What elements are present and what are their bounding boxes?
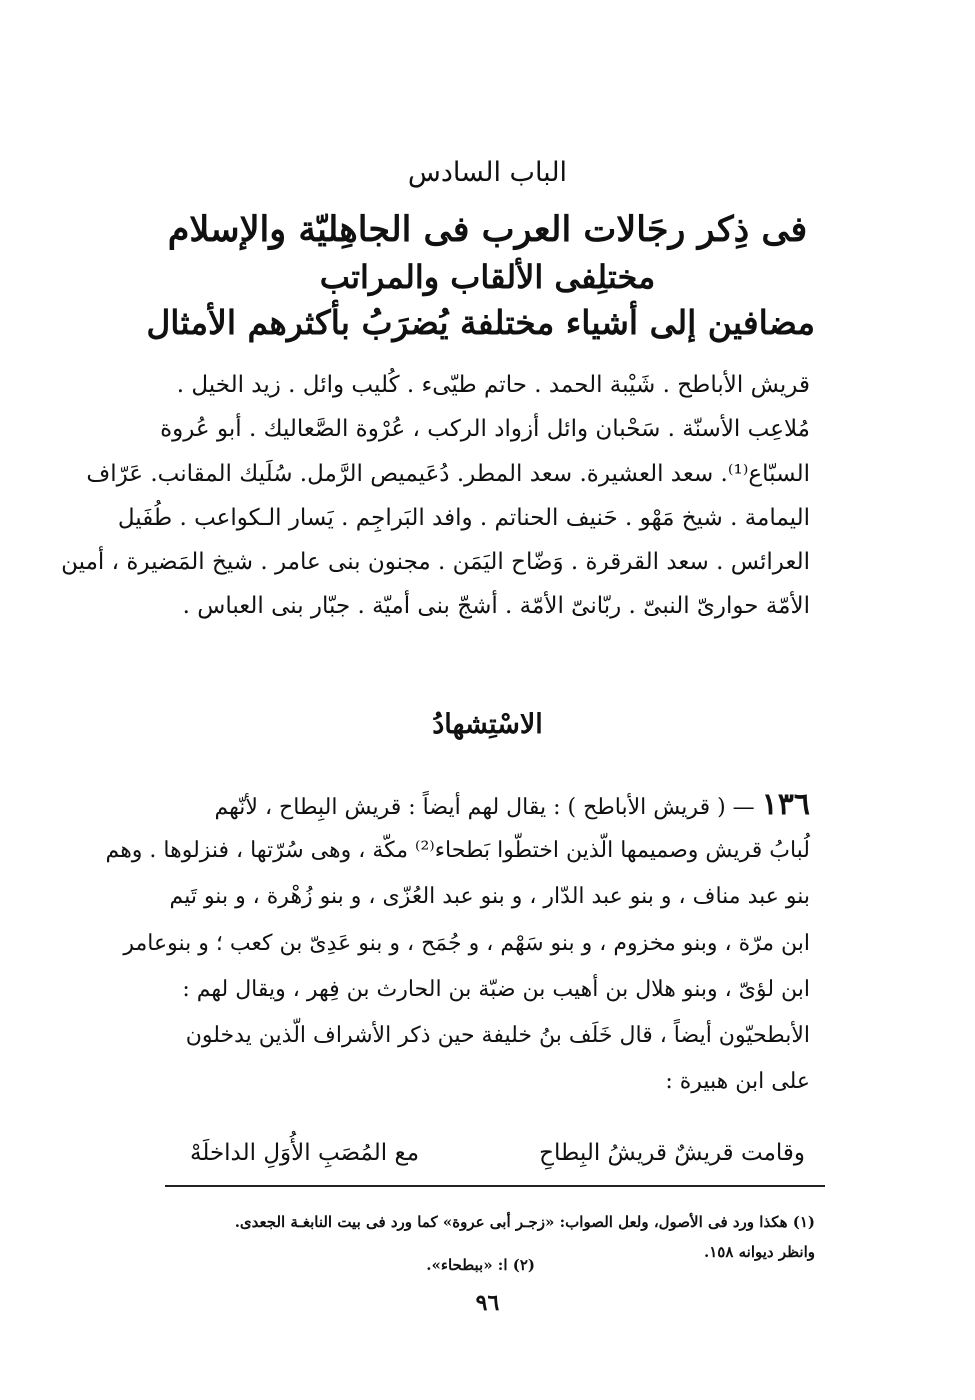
intro-line: قريش الأباطح . شَيْبة الحمد . حاتم طيّىء . كُليب وائل . زيد الخيل . (176, 372, 810, 398)
page-number: ٩٦ (475, 1290, 500, 1316)
intro-line: السبّاع⁽¹⁾. سعد العشيرة. سعد المطر. دُعَيميص الرَّمل. سُلَيك المقانب. عَرّاف (86, 460, 810, 487)
footnote-divider (165, 1185, 825, 1187)
intro-paragraph (61, 363, 810, 629)
body-line: لُبابُ قريش وصميمها الّذين اختطّوا بَطحاء⁽²⁾ مكّة ، وهى سُرّتها ، فنزلوها . وهم (105, 838, 810, 864)
intro-line: اليمامة . شيخ مَهْو . حَنيف الحناتم . وافد البَراجِم . يَسار الـكواعب . طُفَيل (117, 504, 810, 531)
body-line: ابن لؤىّ ، وبنو هلال بن أهيب بن ضبّة بن الحارث بن فِهر ، ويقال لهم : (182, 976, 810, 1002)
footnote-2: (٢) ا: «ببطحاء». (426, 1256, 535, 1274)
intro-line: مُلاعِب الأسنّة . سَحْبان وائل أزواد الركب ، عُرْوة الصَّعاليك . أبو عُروة (160, 416, 810, 443)
body-line: بنو عبد مناف ، و بنو عبد الدّار ، و بنو عبد العُزّى ، و بنو زُهْرة ، و بنو تَيم (169, 884, 810, 910)
intro-line: الأمّة حوارىّ النبىّ . ربّانىّ الأمّة . أشجّ بنى أميّة . جبّار بنى العباس . (182, 593, 810, 620)
poem-verse (190, 1133, 805, 1173)
intro-line: العرائس . سعد القرقرة . وَضّاح اليَمَن . مجنون بنى عامر . شيخ المَضيرة ، أمين (61, 549, 810, 576)
footnote-1-line-1: (١) هكذا ورد فى الأصول، ولعل الصواب: «زجـر أبى عروة» كما ورد فى بيت النابغـة الجعدى. (234, 1213, 815, 1231)
body-line: الأبطحيّون أيضاً ، قال خَلَف بنُ خليفة حين ذكر الأشراف الّذين يدخلون (185, 1022, 810, 1048)
body-line: على ابن هبيرة : (665, 1069, 810, 1095)
chapter-title-line-3: مضافين إلى أشياء مختلفة يُضرَبُ بأكثرهم الأمثال (146, 303, 815, 342)
chapter-label: الباب السادس (407, 157, 568, 188)
body-line-text: — ( قريش الأباطح ) : يقال لهم أيضاً : قريش البِطاح ، لأنّهم (214, 795, 755, 820)
chapter-title-line-2: مختلِفى الألقاب والمراتب (319, 258, 656, 296)
body-line (160, 782, 810, 828)
verse-first-hemistich: وقامت قريشٌ قريشُ البِطاحِ (539, 1140, 805, 1166)
footnote-1-line-2: وانظر ديوانه ١٥٨. (703, 1243, 815, 1261)
section-heading: الاسْتِشهادُ (432, 709, 543, 740)
body-line: ابن مرّة ، وبنو مخزوم ، و بنو سَهْم ، و جُمَح ، و بنو عَدِىّ بن كعب ؛ و بنوعامر (123, 930, 810, 956)
body-paragraph (105, 782, 810, 1105)
entry-number: ١٣٦ (761, 787, 810, 822)
verse-second-hemistich: مع المُصَبِ الأُوَلِ الداخلَهْ (190, 1140, 420, 1166)
chapter-title-line-1: فى ذِكر رجَالات العرب فى الجاهِليّة والإسلام (167, 209, 808, 250)
